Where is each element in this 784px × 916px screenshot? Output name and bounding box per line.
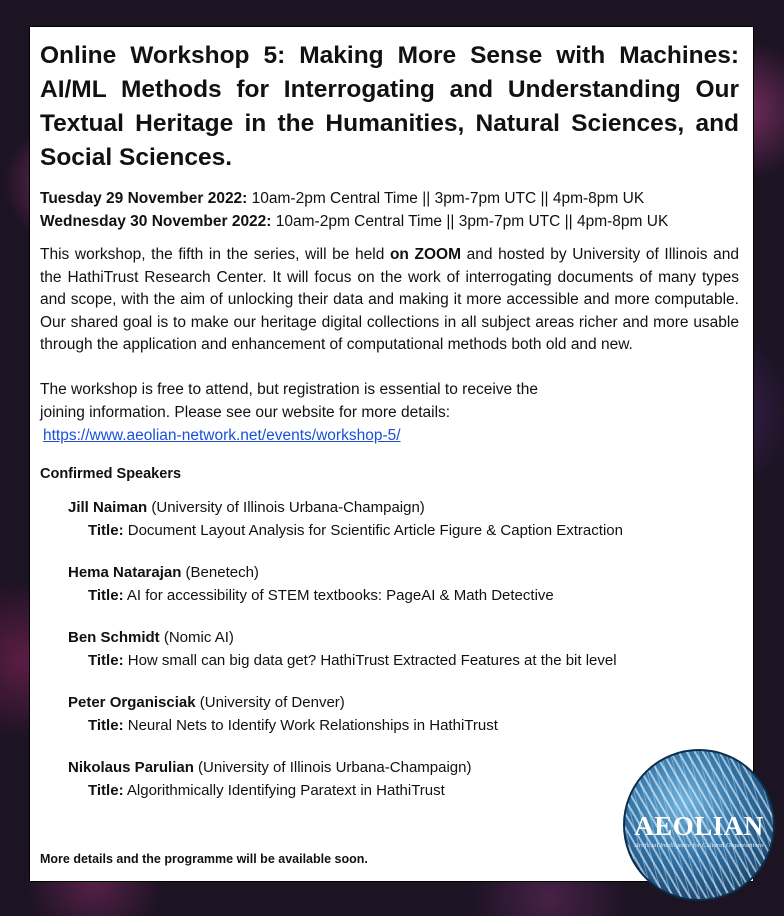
speaker-affiliation: (University of Illinois Urbana-Champaign) — [147, 498, 425, 516]
talk-title-label: Title: — [88, 651, 124, 669]
workshop-announcement — [29, 26, 764, 882]
speaker-affiliation: (University of Illinois Urbana-Champaign) — [193, 758, 472, 776]
date-day: Tuesday 29 November 2022: — [40, 190, 248, 207]
talk-title: How small can big data get? HathiTrust Extracted Features at the bit level — [123, 651, 617, 669]
aeolian-logo — [623, 749, 775, 901]
date-list — [40, 187, 739, 233]
description-paragraph — [40, 244, 739, 357]
registration-line: The workshop is free to attend, but registration is essential to receive the — [40, 380, 538, 398]
speaker-name: Nikolaus Parulian — [68, 758, 194, 776]
talk-title-label: Title: — [88, 781, 124, 799]
date-times: 10am-2pm Central Time || 3pm-7pm UTC || 4pm-8pm UK — [271, 213, 669, 230]
talk-title: AI for accessibility of STEM textbooks: PageAI & Math Detective — [123, 586, 554, 604]
speaker-affiliation: (University of Denver) — [195, 693, 345, 711]
speaker-affiliation: (Nomic AI) — [159, 628, 234, 646]
speakers-heading: Confirmed Speakers — [40, 465, 182, 482]
speaker-affiliation: (Benetech) — [181, 563, 259, 581]
date-line — [40, 210, 739, 233]
logo-name: AEOLIAN — [634, 811, 764, 841]
speaker-item — [68, 496, 739, 542]
description-post: and hosted by University of Illinois and the HathiTrust Research Center. It will focus on the work of interrogating documents of many types and scope, with the aim of unlocking their data and making it more accessible and more computable. Our shared goal is to make our heritage digital collections in all subject areas richer and more usable through the application and enhancement of computational methods both old and new. — [40, 246, 739, 354]
speaker-name: Hema Natarajan — [68, 563, 182, 581]
date-times: 10am-2pm Central Time || 3pm-7pm UTC || 4pm-8pm UK — [247, 190, 645, 207]
speaker-name: Ben Schmidt — [68, 628, 160, 646]
description-zoom: on ZOOM — [389, 246, 461, 263]
speaker-item — [68, 626, 739, 672]
speaker-item — [68, 691, 739, 737]
registration-paragraph — [40, 378, 739, 447]
talk-title: Neural Nets to Identify Work Relationships in HathiTrust — [123, 716, 498, 734]
talk-title: Algorithmically Identifying Paratext in HathiTrust — [123, 781, 445, 799]
date-line — [40, 187, 739, 210]
talk-title-label: Title: — [88, 586, 124, 604]
talk-title-label: Title: — [88, 716, 124, 734]
date-day: Wednesday 30 November 2022: — [40, 213, 272, 230]
speaker-name: Jill Naiman — [68, 498, 148, 516]
registration-line: joining information. Please see our website for more details: — [40, 403, 451, 421]
speaker-name: Peter Organisciak — [68, 693, 196, 711]
description-pre: This workshop, the fifth in the series, will be held — [40, 246, 390, 263]
website-link[interactable]: https://www.aeolian-network.net/events/workshop-5/ — [43, 426, 401, 444]
speaker-list — [40, 496, 739, 802]
talk-title: Document Layout Analysis for Scientific Article Figure & Caption Extraction — [123, 521, 623, 539]
logo-tagline: Artificial Intelligence for Cultural Organisations — [634, 842, 764, 849]
speaker-item — [68, 561, 739, 607]
page-title: Online Workshop 5: Making More Sense with Machines: AI/ML Methods for Interrogating and Understanding Our Textual Heritage in the Humanities, Natural Sciences, and Social Sciences. — [40, 42, 739, 171]
talk-title-label: Title: — [88, 521, 124, 539]
footer-note: More details and the programme will be available soon. — [40, 852, 368, 866]
